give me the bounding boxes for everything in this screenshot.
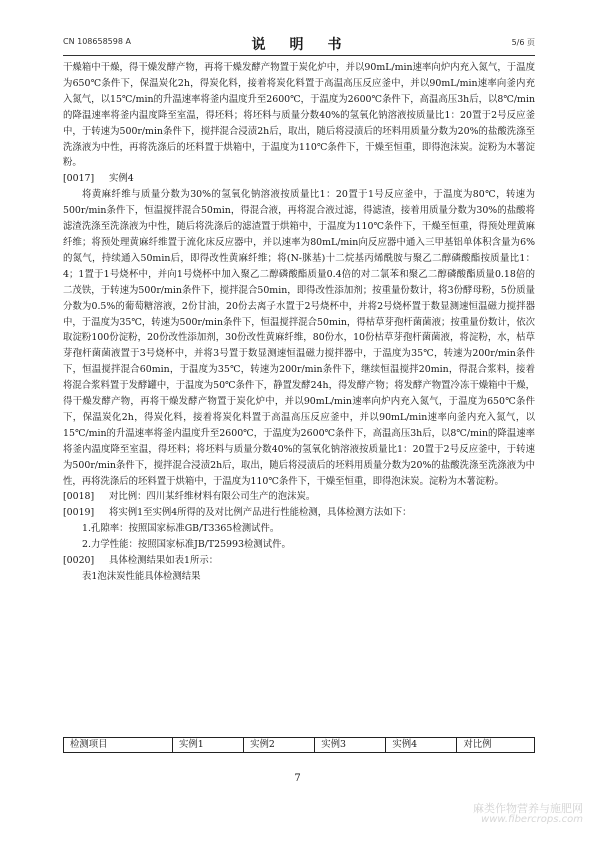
table-caption: 表1泡沫炭性能具体检测结果 (82, 571, 201, 582)
table-header-cell: 检测项目 (64, 738, 173, 753)
table-header-cell: 实例3 (315, 738, 386, 753)
paragraph-text: 具体检测结果如表1所示： (109, 555, 219, 567)
watermark-site-name: 麻类作物营养与施肥网 (473, 802, 583, 815)
site-watermark (433, 800, 583, 828)
paragraph-text: 对比例：四川某纤维材料有限公司生产的泡沫炭。 (109, 491, 316, 503)
example-title: 实例4 (109, 173, 134, 185)
test-method-1: 1.孔隙率：按照国家标准GB/T3365检测试件。 (82, 523, 280, 535)
table-header-cell: 实例4 (386, 738, 457, 753)
paragraph-number: [0020] (63, 555, 95, 567)
body-text (63, 60, 535, 585)
paragraph-number: [0019] (63, 507, 95, 519)
results-table (63, 737, 535, 753)
paragraph-number: [0018] (63, 491, 95, 503)
page-header (63, 34, 535, 52)
document-title: 说 明 书 (251, 37, 347, 53)
table-header-cell: 实例1 (173, 738, 244, 753)
table-header-row (64, 738, 535, 753)
paragraph-continued: 干燥箱中干燥，得干燥发酵产物，再将干燥发酵产物置于炭化炉中，并以90mL/min速率向炉内充入氮气，于温度为650℃条件下，保温炭化2h，得炭化料，接着将炭化料置于高温高压反应釜中，并以90mL/min速率向釜内充入氮气，以15℃/min的升温速率将釜内温度升至2600℃，于温度为2600℃条件下，高温高压3h后，以8℃/min的降温速率将釜内温度降至室温，得坯料；将坯料与质量分数40%的氢氧化钠溶液按质量比1：20置于2号反应釜中，于转速为500r/min条件下，搅拌混合浸渍2h后，取出，随后将浸渍后的坯料用质量分数为20%的盐酸洗涤至洗涤液为中性，再将洗涤后的坯料置于烘箱中，于温度为110℃条件下，干燥至恒重，即得泡沫炭。淀粉为木薯淀粉。 (63, 62, 535, 169)
paragraph-0018 (63, 489, 535, 505)
table-header-cell: 对比例 (457, 738, 535, 753)
page-number: 7 (294, 773, 301, 784)
paragraph-0017-heading (63, 171, 535, 187)
page-fraction: 5/6 页 (511, 38, 535, 47)
paragraph-0019 (63, 505, 535, 521)
publication-number: CN 108658598 A (63, 37, 131, 46)
paragraph-number: [0017] (63, 173, 95, 185)
paragraph-0017-body: 将黄麻纤维与质量分数为30%的氢氧化钠溶液按质量比1：20置于1号反应釜中，于温度为80℃，转速为500r/min条件下，恒温搅拌混合50min，得混合液，再将混合液过滤，得滤渣，接着用质量分数为30%的盐酸将滤渣洗涤至洗涤液为中性，随后将洗涤后的滤渣置于烘箱中，于温度为110℃条件下，干燥至恒重，得预处理黄麻纤维；将预处理黄麻纤维置于流化床反应器中，并以速率为80mL/min向反应器中通入三甲基铝单体积含量为6%的氮气，持续通入50min后，即得改性黄麻纤维；将(N-脒基)十二烷基丙烯酰胺与聚乙二醇磷酸酯按质量比1：4；1置于1号烧杯中，并向1号烧杯中加入聚乙二醇磷酸酯质量0.4倍的对二氯苯和聚乙二醇磷酸酯质量0.18倍的二茂铁，于转速为500r/min条件下，搅拌混合50min，即得改性添加剂；按重量份数计，将3份酵母粉，5份质量分数为0.5%的葡萄糖溶液，2份甘油，20份去离子水置于2号烧杯中，并将2号烧杯置于数显测速恒温磁力搅拌器中，于温度为35℃，转速为500r/min条件下，恒温搅拌混合50min，得枯草芽孢杆菌菌液；按重量份数计，依次取淀粉100份淀粉，20份改性添加剂，30份改性黄麻纤维，80份水，10份枯草芽孢杆菌菌液，将淀粉，水，枯草芽孢杆菌菌液置于3号烧杯中，并将3号置于数显测速恒温磁力搅拌器中，于温度为35℃，转速为200r/min条件下，恒温搅拌混合60min，于温度为35℃，转速为200r/min条件下，继续恒温搅拌20min，得混合浆料，接着将混合浆料置于发酵罐中，于温度为50℃条件下，静置发酵24h，得发酵产物；将发酵产物置冷冻干燥箱中干燥，得干燥发酵产物，再将干燥发酵产物置于炭化炉中，并以90mL/min速率向炉内充入氮气，于温度为650℃条件下，保温炭化2h，得炭化料，接着将炭化料置于高温高压反应釜中，并以90mL/min速率向釜内充入氮气，以15℃/min的升温速率将釜内温度升至2600℃，于温度为2600℃条件下，高温高压3h后，以8℃/min的降温速率将釜内温度降至室温，得坯料；将坯料与质量分数40%的氢氧化钠溶液按质量比1：20置于2号反应釜中，于转速为500r/min条件下，搅拌混合浸渍2h后，取出，随后将浸渍后的坯料用质量分数为20%的盐酸洗涤至洗涤液为中性，再将洗涤后的坯料置于烘箱中，于温度为110℃条件下，干燥至恒重，即得泡沫炭。淀粉为木薯淀粉。 (63, 189, 535, 487)
watermark-url: www.fibercrops.com (481, 814, 583, 825)
header-rule (63, 55, 535, 56)
paragraph-text: 将实例1至实例4所得的及对比例产品进行性能检测，具体检测方法如下： (109, 507, 412, 519)
table-header-cell: 实例2 (244, 738, 315, 753)
paragraph-0020 (63, 553, 535, 569)
test-method-2: 2.力学性能：按照国家标准JB/T25993检测试件。 (82, 539, 291, 551)
